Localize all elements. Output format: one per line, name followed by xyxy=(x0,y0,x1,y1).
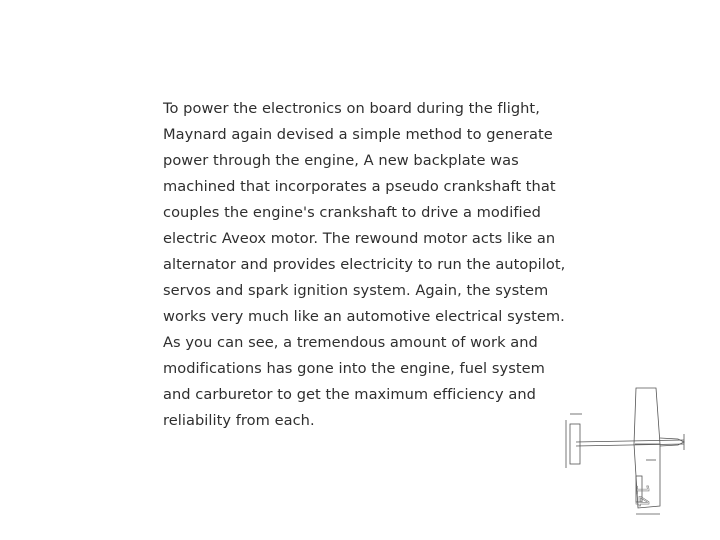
paragraph-line: machined that incorporates a pseudo crankshaft that xyxy=(163,178,556,195)
paragraph-line: alternator and provides electricity to run the autopilot, xyxy=(163,256,566,273)
fuselage-line-upper xyxy=(576,440,684,442)
aircraft-plan-drawing xyxy=(560,384,694,520)
paragraph-line: electric Aveox motor. The rewound motor acts like an xyxy=(163,230,556,247)
paragraph-line: modifications has gone into the engine, fuel system xyxy=(163,360,545,377)
paragraph-line: reliability from each. xyxy=(163,412,315,429)
aircraft-drawing-icon xyxy=(560,384,694,520)
paragraph-line: Maynard again devised a simple method to generate xyxy=(163,126,553,143)
nose-outline xyxy=(660,438,684,446)
body-paragraph xyxy=(163,96,573,434)
paragraph-line: servos and spark ignition system. Again, the system xyxy=(163,282,549,299)
paragraph-line: couples the engine's crankshaft to drive a modified xyxy=(163,204,541,221)
paragraph-line: As you can see, a tremendous amount of work and xyxy=(163,334,538,351)
paragraph-line: To power the electronics on board during the flight, xyxy=(163,100,540,117)
paragraph-line: power through the engine, A new backplate was xyxy=(163,152,519,169)
paragraph-line: and carburetor to get the maximum efficiency and xyxy=(163,386,536,403)
page-number: 14 xyxy=(631,484,652,507)
paragraph-line: works very much like an automotive electrical system. xyxy=(163,308,565,325)
tail-stabilizer xyxy=(570,424,580,464)
